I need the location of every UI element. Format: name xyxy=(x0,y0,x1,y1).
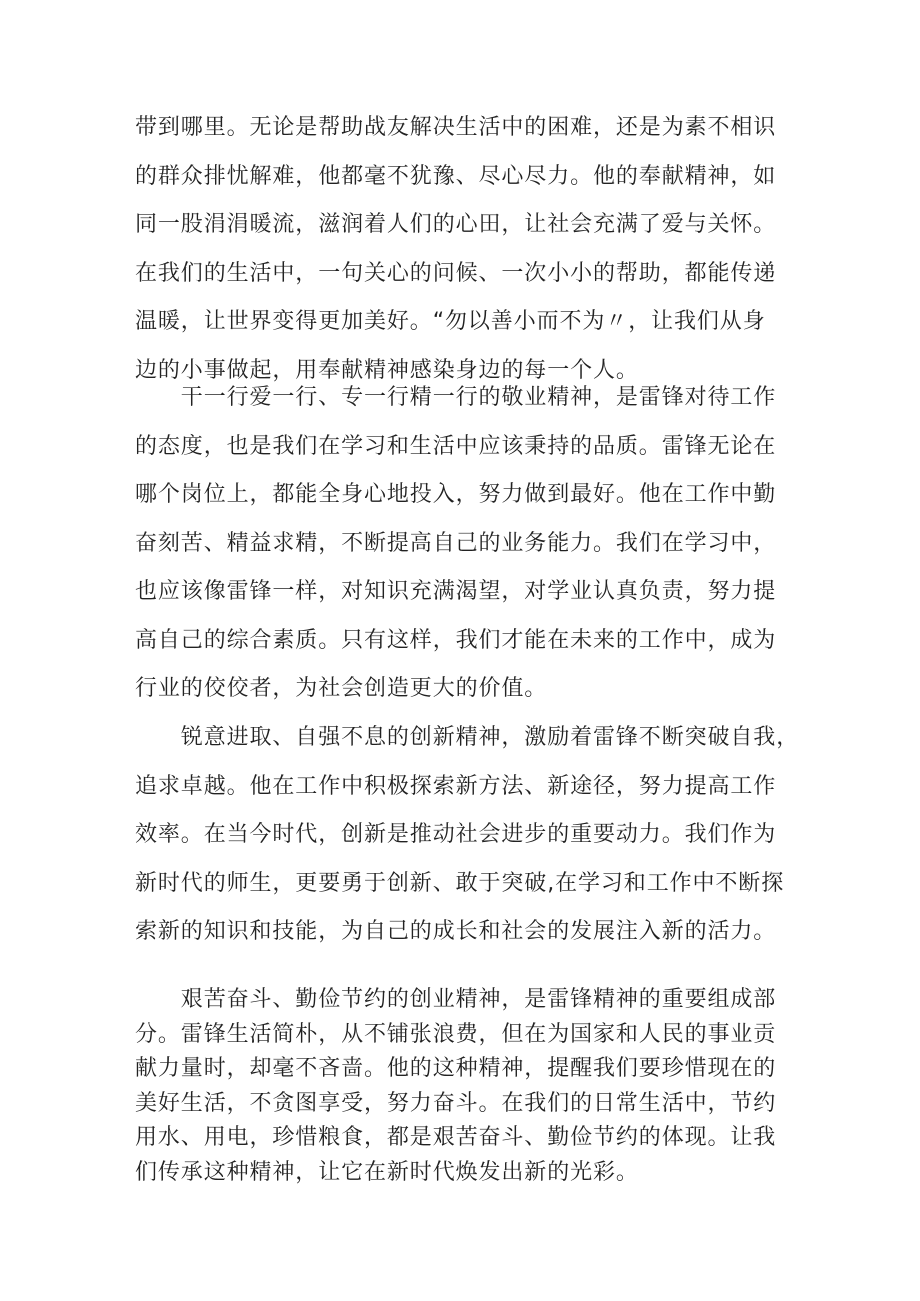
text-line: 也应该像雷锋一样，对知识充满渴望，对学业认真负责，努力提 xyxy=(135,579,777,604)
text-line: 温暖，让世界变得更加美好。“勿以善小而不为〃，让我们从身 xyxy=(135,309,766,334)
text-line: 们传承这种精神，让它在新时代焕发出新的光彩。 xyxy=(135,1159,639,1185)
text-line: 新时代的师生，更要勇于创新、敢于突破,在学习和工作中不断探 xyxy=(135,870,785,896)
text-line: 哪个岗位上，都能全身心地投入，努力做到最好。他在工作中勤 xyxy=(135,482,777,507)
text-line: 干一行爱一行、专一行精一行的敬业精神，是雷锋对待工作 xyxy=(135,385,777,410)
paragraph-1 xyxy=(135,104,795,395)
text-line: 奋刻苦、精益求精，不断提高自己的业务能力。我们在学习中， xyxy=(135,530,777,556)
text-line: 在我们的生活中，一句关心的问候、一次小小的帮助，都能传递 xyxy=(135,260,777,286)
text-line: 效率。在当今时代，创新是推动社会进步的重要动力。我们作为 xyxy=(135,822,777,847)
text-line: 的态度，也是我们在学习和生活中应该秉持的品质。雷锋无论在 xyxy=(135,433,777,459)
text-line: 锐意进取、自强不息的创新精神，激励着雷锋不断突破自我， xyxy=(135,725,800,750)
text-line: 带到哪里。无论是帮助战友解决生活中的困难，还是为素不相识 xyxy=(135,115,777,140)
text-line: 用水、用电，珍惜粮食，都是艰苦奋斗、勤俭节约的体现。让我 xyxy=(135,1125,777,1150)
paragraph-2 xyxy=(135,374,795,714)
paragraph-3 xyxy=(135,714,800,957)
text-line: 的群众排忧解难，他都毫不犹豫、尽心尽力。他的奉献精神，如 xyxy=(135,163,777,189)
paragraph-4 xyxy=(135,983,795,1190)
text-line: 追求卓越。他在工作中积极探索新方法、新途径，努力提高工作 xyxy=(135,773,777,799)
text-line: 分。雷锋生活简朴，从不铺张浪费，但在为国家和人民的事业贡 xyxy=(135,1021,777,1047)
text-line: 艰苦奋斗、勤俭节约的创业精神，是雷锋精神的重要组成部 xyxy=(135,987,777,1012)
text-line: 献力量时，却毫不吝啬。他的这种精神，提醒我们要珍惜现在的 xyxy=(135,1056,777,1081)
text-line: 索新的知识和技能，为自己的成长和社会的发展注入新的活力。 xyxy=(135,919,777,944)
text-line: 高自己的综合素质。只有这样，我们才能在未来的工作中，成为 xyxy=(135,627,777,653)
text-line: 行业的佼佼者，为社会创造更大的价值。 xyxy=(135,676,548,701)
text-line: 同一股涓涓暖流，滋润着人们的心田，让社会充满了爱与关怀。 xyxy=(135,212,777,237)
text-line: 边的小事做起，用奉献精神感染身边的每一个人。 xyxy=(135,357,639,383)
text-line: 美好生活，不贪图享受，努力奋斗。在我们的日常生活中，节约 xyxy=(135,1090,777,1116)
